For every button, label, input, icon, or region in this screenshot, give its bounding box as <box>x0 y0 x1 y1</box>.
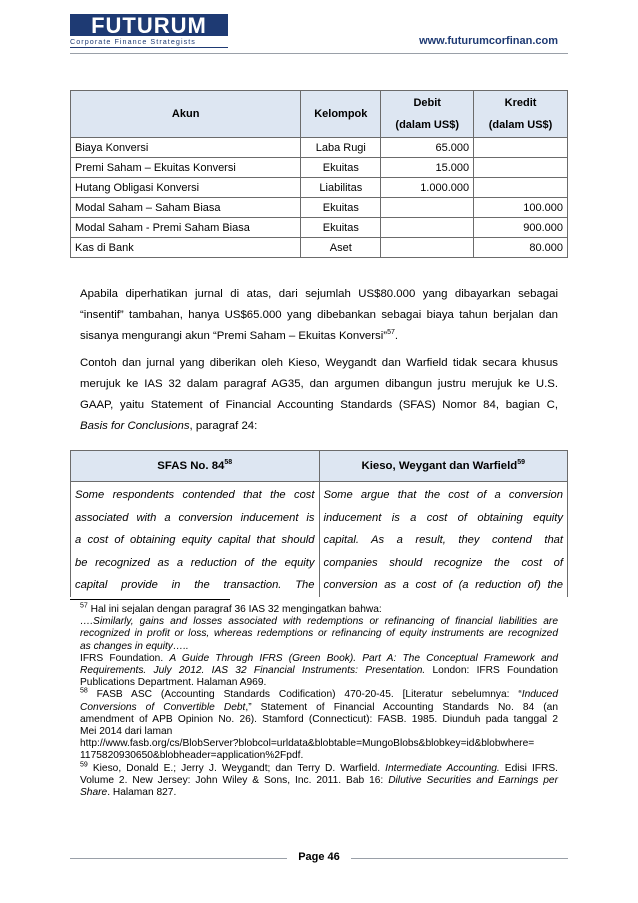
cell-akun: Biaya Konversi <box>71 138 301 158</box>
footnote-57-line <box>80 653 558 665</box>
footnote-text: Publications Department. Halaman A969. <box>80 677 267 689</box>
footnote-58-line <box>80 702 558 714</box>
footnote-text: ,” Statement of Financial Accounting Standards No. 84 (an <box>245 701 558 713</box>
footnote-text: London: IFRS Foundation <box>425 665 558 677</box>
quote-line: be recognized as a reduction of the equity <box>75 556 315 569</box>
footnote-text: Kieso, Donald E.; Jerry J. Weygandt; dan Terry D. Warfield. <box>87 762 386 774</box>
cell-debit: 1.000.000 <box>381 178 474 198</box>
paragraph-line <box>80 326 558 347</box>
footnote-text: Requirements. July 2012. IAS 32 Financial Instruments: Presentation. <box>80 665 426 677</box>
paragraph-journal-explanation <box>80 284 558 347</box>
footnote-58-line <box>80 726 558 738</box>
footnote-text: . Halaman 827. <box>107 787 177 799</box>
paragraph-line: Apabila diperhatikan jurnal di atas, dari sejumlah US$80.000 yang dibayarkan sebagai <box>80 288 558 300</box>
cell-akun: Premi Saham – Ekuitas Konversi <box>71 158 301 178</box>
footnote-57-line <box>80 604 558 616</box>
quote-line: associated with a conversion inducement is <box>75 511 315 524</box>
cell-kredit <box>474 158 568 178</box>
website-url[interactable]: www.futurumcorfinan.com <box>419 35 558 47</box>
footnotes <box>80 604 558 799</box>
footnote-url[interactable]: 1175820930650&blobheader=application%2Fpdf. <box>80 750 304 762</box>
footer-divider-right <box>351 858 568 859</box>
footnote-text: Intermediate Accounting. <box>385 762 500 774</box>
paragraph-kieso-reference <box>80 353 558 437</box>
quote-line: conversion as a cost of (a reduction of) the <box>323 579 563 591</box>
header-akun: Akun <box>71 91 301 138</box>
cell-akun: Kas di Bank <box>71 238 301 258</box>
header-text: Kieso, Weygant dan Warfield <box>361 460 518 472</box>
footnote-59-line <box>80 775 558 787</box>
cell-kelompok: Ekuitas <box>301 198 381 218</box>
cell-kelompok: Ekuitas <box>301 158 381 178</box>
header-debit-line2: (dalam US$) <box>395 119 459 131</box>
footnote-text: as changes in equity….. <box>80 640 189 652</box>
footnote-text: IFRS Foundation. <box>80 652 170 664</box>
journal-header-row <box>71 91 568 138</box>
paragraph-line: GAAP, yaitu Statement of Financial Accounting Standards (SFAS) Nomor 84, bagian C, <box>80 399 558 411</box>
cell-kelompok: Laba Rugi <box>301 138 381 158</box>
footnote-59-line <box>80 763 558 775</box>
footnote-57-line <box>80 628 558 640</box>
paragraph-text: sisanya mengurangi akun “Premi Saham – Ekuitas Konversi” <box>80 330 388 342</box>
footnote-57-line <box>80 616 558 628</box>
footnote-number: 59 <box>80 761 88 769</box>
footnote-text: Mei 2014 dari laman <box>80 726 173 738</box>
header-sfas <box>71 451 320 482</box>
footnote-ref-59[interactable]: 59 <box>517 459 525 467</box>
cell-kelompok: Liabilitas <box>301 178 381 198</box>
footnote-58-link[interactable] <box>80 750 558 762</box>
quote-line: companies should recognize the cost of <box>323 556 563 569</box>
footnote-text: Hal ini sejalan dengan paragraf 36 IAS 32 mengingatkan bahwa: <box>87 604 382 615</box>
comparison-row <box>71 482 568 597</box>
footnote-text: amendment of APB Opinion No. 26). Stamford (Connecticut): FASB. 1985. Diunduh pada tanggal 2 <box>80 713 558 725</box>
table-row <box>71 178 568 198</box>
footnote-58-line <box>80 689 558 701</box>
page-number: Page 46 <box>287 851 351 863</box>
logo-wordmark: FUTURUM <box>70 14 228 36</box>
journal-table <box>70 90 568 258</box>
cell-kredit: 900.000 <box>474 218 568 238</box>
kieso-quote <box>319 482 568 597</box>
cell-kredit: 100.000 <box>474 198 568 218</box>
footnote-text: Share <box>80 787 108 799</box>
footnote-number: 58 <box>80 688 88 696</box>
cell-akun: Hutang Obligasi Konversi <box>71 178 301 198</box>
cell-debit: 65.000 <box>381 138 474 158</box>
cell-debit <box>381 238 474 258</box>
footnote-text: Dilutive Securities and Earnings per <box>388 774 558 786</box>
paragraph-line: “insentif” tambahan, hanya US$65.000 yang dibebankan sebagai biaya tahun berjalan dan <box>80 309 558 321</box>
cell-kelompok: Ekuitas <box>301 218 381 238</box>
quote-line: capital. As a result, they contend that <box>323 534 563 546</box>
header-kredit-line1: Kredit <box>504 97 537 109</box>
footnote-separator <box>70 599 230 600</box>
cell-kredit: 80.000 <box>474 238 568 258</box>
footnote-text: FASB ASC (Accounting Standards Codification) 470-20-45. [Literatur sebelumnya: “ <box>87 689 522 701</box>
footnote-text: Induced <box>521 689 558 701</box>
footnote-59-line <box>80 787 558 799</box>
header-text: SFAS No. 84 <box>157 460 225 472</box>
quote-line: Some argue that the cost of a conversion <box>323 489 563 501</box>
footnote-text: Volume 2. New Jersey: John Wiley & Sons, Inc. 2011. Bab 16: <box>80 774 389 786</box>
header-kredit <box>474 91 568 138</box>
header-kelompok: Kelompok <box>301 91 381 138</box>
paragraph-line: merujuk ke IAS 32 dalam paragraf AG35, dan argumen dibangun justru merujuk ke U.S. <box>80 378 558 390</box>
company-logo <box>70 14 230 48</box>
footnote-text: ….Similarly, gains and losses associated with redemptions or refinancing of financial liabilities are <box>80 616 558 628</box>
cell-debit: 15.000 <box>381 158 474 178</box>
footer-divider-left <box>70 858 287 859</box>
footnote-58-link[interactable] <box>80 738 558 750</box>
table-row <box>71 238 568 258</box>
table-row <box>71 138 568 158</box>
table-row <box>71 158 568 178</box>
paragraph-text: . <box>394 330 399 342</box>
footnote-number: 57 <box>80 602 88 610</box>
quote-line: a cost of obtaining equity capital that should <box>75 534 315 546</box>
cell-akun: Modal Saham - Premi Saham Biasa <box>71 218 301 238</box>
comparison-header-row <box>71 451 568 482</box>
footnote-ref-58[interactable]: 58 <box>224 459 233 467</box>
cell-kelompok: Aset <box>301 238 381 258</box>
footnote-58-line <box>80 714 558 726</box>
footnote-text: recognized in profit or loss, whereas redemptions or refinancing of equity instruments are recognized <box>80 628 558 640</box>
footnote-ref-57[interactable]: 57 <box>387 329 395 337</box>
footnote-57-line <box>80 677 558 689</box>
cell-debit <box>381 218 474 238</box>
footnote-url[interactable]: http://www.fasb.org/cs/BlobServer?blobcol=urldata&blobtable=MungoBlobs&blobkey=id&blobwhere= <box>80 738 535 750</box>
comparison-table <box>70 450 568 597</box>
paragraph-line <box>80 416 558 437</box>
sfas-quote <box>71 482 320 597</box>
cell-debit <box>381 198 474 218</box>
header-debit <box>381 91 474 138</box>
quote-line: Some respondents contended that the cost <box>75 489 315 501</box>
table-row <box>71 218 568 238</box>
header-debit-line1: Debit <box>413 97 441 109</box>
quote-line: capital provide in the transaction. The <box>75 579 315 591</box>
header-kieso <box>319 451 568 482</box>
cell-kredit <box>474 178 568 198</box>
footnote-57-line <box>80 641 558 653</box>
footnote-text: Conversions of Convertible Debt <box>80 701 246 713</box>
quote-line: inducement is a cost of obtaining equity <box>323 511 563 524</box>
paragraph-line: Contoh dan jurnal yang diberikan oleh Kieso, Weygandt dan Warfield tidak secara khusus <box>80 357 558 369</box>
footnote-text: A Guide Through IFRS (Green Book). Part A: The Conceptual Framework and <box>169 652 558 664</box>
header-kredit-line2: (dalam US$) <box>488 119 553 131</box>
cell-akun: Modal Saham – Saham Biasa <box>71 198 301 218</box>
table-row <box>71 198 568 218</box>
footnote-text: Edisi IFRS. <box>499 762 558 774</box>
header-divider <box>70 53 568 54</box>
paragraph-text: , paragraf 24: <box>189 420 258 432</box>
italic-text: Basis for Conclusions <box>80 420 190 432</box>
cell-kredit <box>474 138 568 158</box>
footnote-57-line <box>80 665 558 677</box>
logo-tagline: Corporate Finance Strategists <box>70 37 228 48</box>
